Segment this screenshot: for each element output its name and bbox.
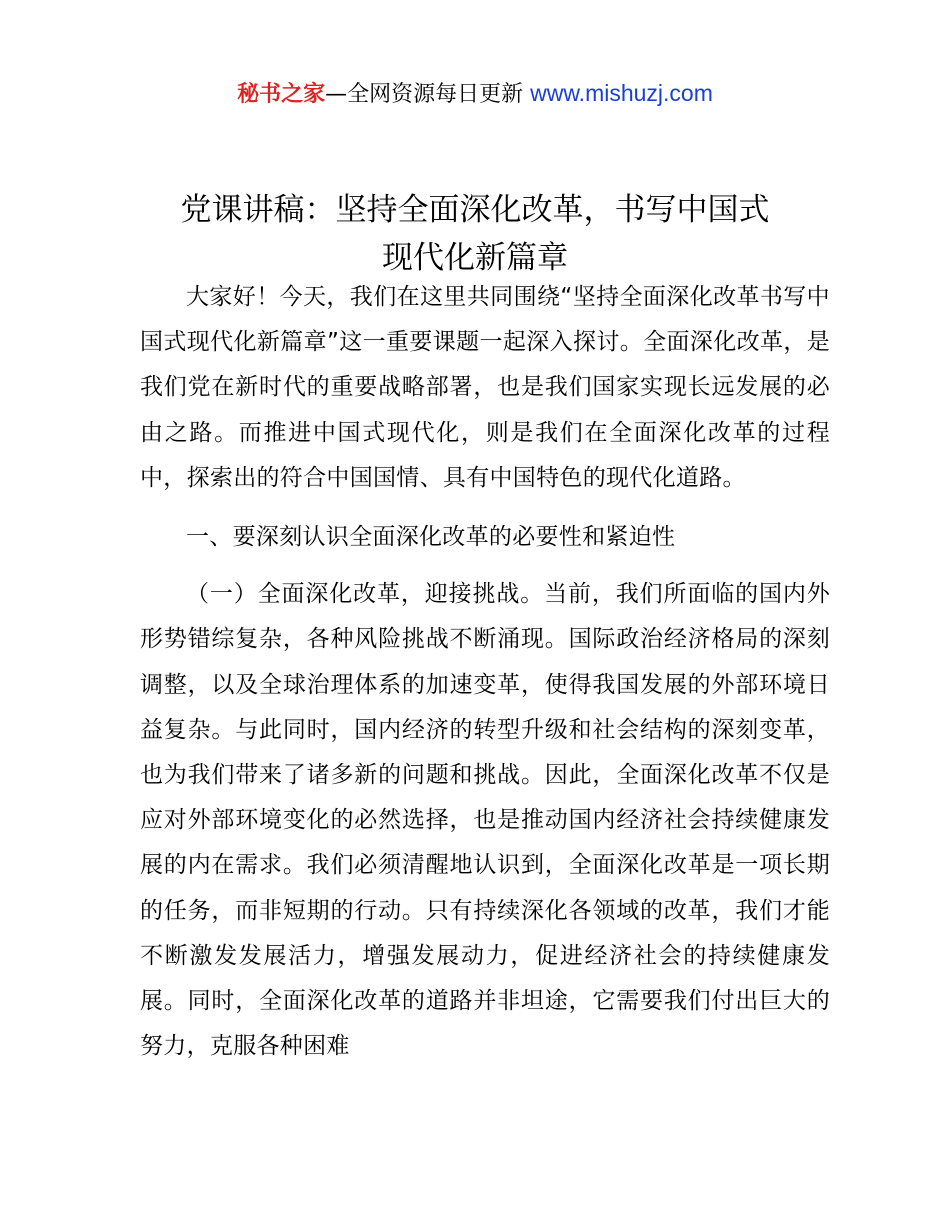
- intro-paragraph: 大家好！今天，我们在这里共同围绕“坚持全面深化改革书写中国式现代化新篇章”这一重要课题一起深入探讨。全面深化改革，是我们党在新时代的重要战略部署，也是我们国家实现长远发展的必由之路。而推进中国式现代化，则是我们在全面深化改革的过程中，探索出的符合中国国情、具有中国特色的现代化道路。: [140, 284, 830, 491]
- header-tagline: —全网资源每日更新: [325, 82, 531, 107]
- website-link[interactable]: www.mishuzj.com: [530, 80, 713, 106]
- title-line-2: 现代化新篇章: [382, 239, 568, 276]
- document-body: [140, 275, 830, 1069]
- title-line-1: 党课讲稿：坚持全面深化改革，书写中国式: [180, 191, 770, 228]
- section-heading: 一、要深刻认识全面深化改革的必要性和紧迫性: [186, 524, 676, 551]
- page-header: [0, 78, 950, 110]
- document-title: [120, 186, 830, 282]
- brand-name: 秘书之家: [237, 82, 326, 107]
- body-paragraph: （一）全面深化改革，迎接挑战。当前，我们所面临的国内外形势错综复杂，各种风险挑战不断涌现。国际政治经济格局的深刻调整，以及全球治理体系的加速变革，使得我国发展的外部环境日益复杂。与此同时，国内经济的转型升级和社会结构的深刻变革，也为我们带来了诸多新的问题和挑战。因此，全面深化改革不仅是应对外部环境变化的必然选择，也是推动国内经济社会持续健康发展的内在需求。我们必须清醒地认识到，全面深化改革是一项长期的任务，而非短期的行动。只有持续深化各领域的改革，我们才能不断激发发展活力，增强发展动力，促进经济社会的持续健康发展。同时，全面深化改革的道路并非坦途，它需要我们付出巨大的努力，克服各种困难: [140, 581, 830, 1060]
